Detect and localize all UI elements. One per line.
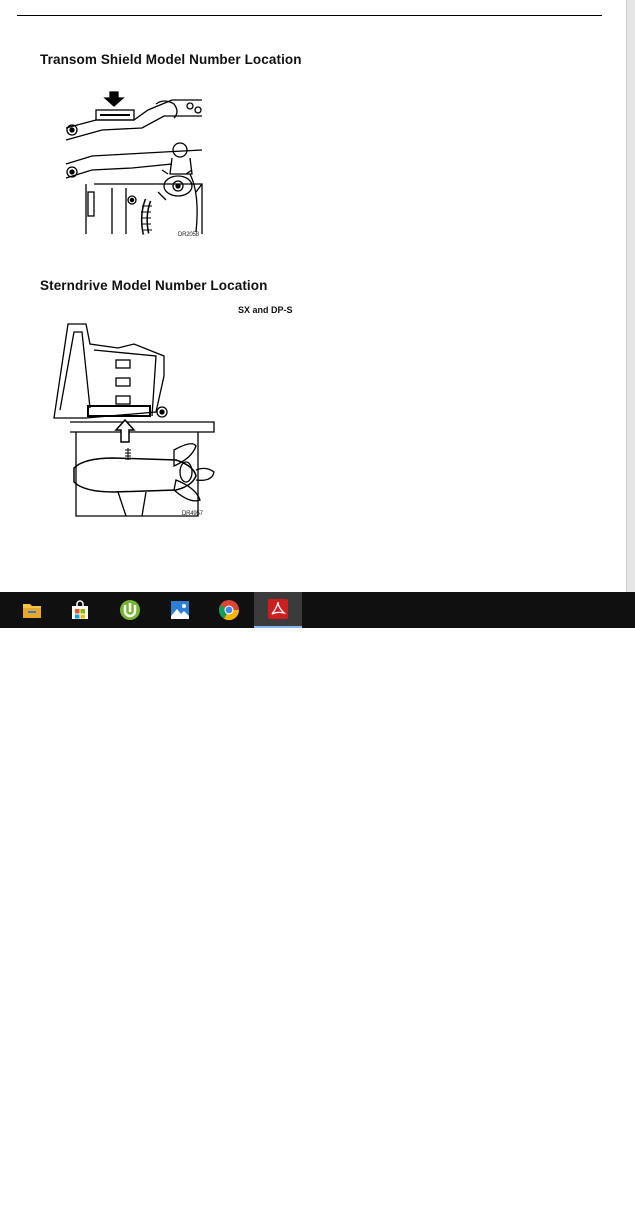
acrobat-icon: [268, 599, 288, 619]
photos-icon: [170, 600, 190, 620]
utorrent-icon: [119, 599, 141, 621]
figure-code-transom: DR2058: [178, 232, 199, 238]
taskbar-file-explorer[interactable]: [8, 592, 56, 628]
figure-code-sterndrive: DR4957: [182, 511, 203, 517]
taskbar-acrobat[interactable]: [254, 592, 302, 628]
file-explorer-icon: [22, 601, 42, 619]
taskbar-utorrent[interactable]: [106, 592, 154, 628]
chrome-icon: [218, 599, 240, 621]
vertical-scrollbar[interactable]: [626, 0, 635, 592]
people-icon[interactable]: ⚲: [622, 1195, 633, 1211]
model-sub-label: SX and DP-S: [238, 305, 293, 315]
top-rule: [17, 15, 602, 16]
document-page: [0, 0, 635, 592]
transom-shield-figure: [52, 88, 204, 238]
taskbar-chrome[interactable]: [205, 592, 253, 628]
taskbar-photos[interactable]: [156, 592, 204, 628]
section-heading-transom: Transom Shield Model Number Location: [40, 52, 302, 67]
taskbar: [0, 592, 635, 1211]
store-icon: [70, 600, 90, 620]
taskbar-store[interactable]: [56, 592, 104, 628]
sterndrive-figure: [46, 320, 221, 520]
section-heading-sterndrive: Sterndrive Model Number Location: [40, 278, 268, 293]
